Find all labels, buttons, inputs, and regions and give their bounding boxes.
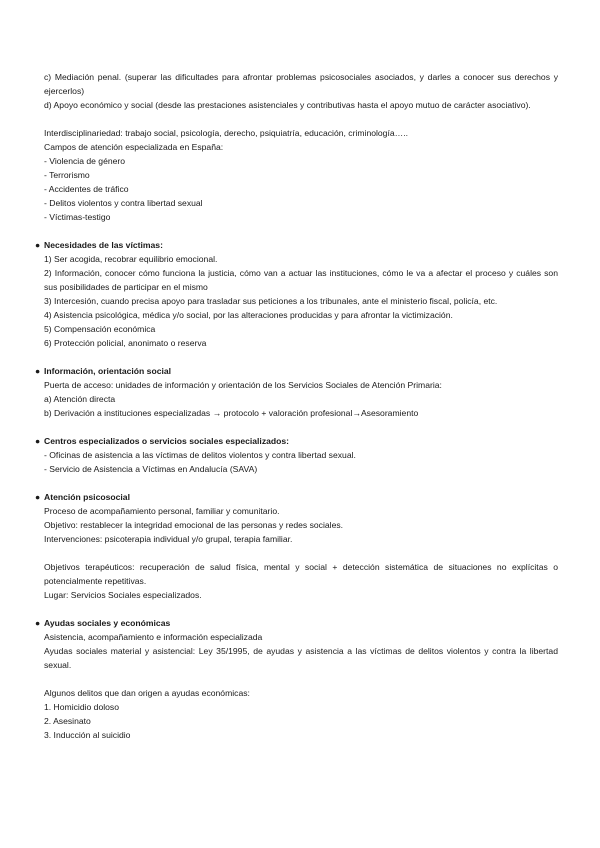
list-item: - Víctimas-testigo: [44, 212, 111, 222]
intro-item-d: d) Apoyo económico y social (desde las prestaciones asistenciales y contributivas hasta el apoyo mutuo de carácter asociativo).: [44, 100, 531, 110]
text-line: a) Atención directa: [44, 394, 116, 404]
heading-text: Necesidades de las víctimas:: [44, 240, 163, 250]
bullet-icon: ●: [35, 618, 41, 628]
text-line: Lugar: Servicios Sociales especializados.: [44, 590, 202, 600]
text-line: - Servicio de Asistencia a Víctimas en Andalucía (SAVA): [44, 464, 258, 474]
text-line: Intervenciones: psicoterapia individual y/o grupal, terapia familiar.: [44, 534, 293, 544]
section-heading-aid: [35, 616, 558, 630]
list-item: 1) Ser acogida, recobrar equilibrio emocional.: [44, 254, 218, 264]
list-item: 2) Información, conocer cómo funciona la justicia, cómo van a actuar las instituciones, cómo le va a afectar el proceso y cuáles son sus posibilidades de participar en el mismo: [44, 268, 558, 292]
therapeutic-objectives: Objetivos terapéuticos: recuperación de salud física, mental y social + detección sistemática de situaciones no explícitas o potencialmente repetitivas.: [44, 562, 558, 586]
heading-text: Centros especializados o servicios sociales especializados:: [44, 436, 290, 446]
section-heading-info: [35, 364, 558, 378]
list-item: - Violencia de género: [44, 156, 126, 166]
interdisciplinary-line: Interdisciplinariedad: trabajo social, psicología, derecho, psiquiatría, educación, criminología…..: [44, 128, 409, 138]
bullet-icon: ●: [35, 492, 41, 502]
intro-item-c: c) Mediación penal. (superar las dificultades para afrontar problemas psicosociales asociados, y darles a conocer sus derechos y ejercerlos): [44, 72, 558, 96]
fields-title: Campos de atención especializada en España:: [44, 142, 224, 152]
bullet-icon: ●: [35, 240, 41, 250]
section-heading-psychosocial: [35, 490, 558, 504]
list-item: - Terrorismo: [44, 170, 90, 180]
heading-text: Atención psicosocial: [44, 492, 130, 502]
heading-text: Ayudas sociales y económicas: [44, 618, 171, 628]
section-heading-needs: [35, 238, 558, 252]
text-line: Proceso de acompañamiento personal, familiar y comunitario.: [44, 506, 280, 516]
text-line: - Oficinas de asistencia a las víctimas de delitos violentos y contra libertad sexual.: [44, 450, 356, 460]
section-heading-centers: [35, 434, 558, 448]
document-body: [35, 70, 558, 742]
fields-list: [44, 154, 558, 224]
crimes-title: Algunos delitos que dan origen a ayudas económicas:: [44, 688, 250, 698]
list-item: 1. Homicidio doloso: [44, 702, 119, 712]
text-line: Ayudas sociales material y asistencial: Ley 35/1995, de ayudas y asistencia a las víctimas de delitos violentos y contra la libertad sexual.: [44, 646, 558, 670]
heading-text: Información, orientación social: [44, 366, 172, 376]
text-line: Asistencia, acompañamiento e información especializada: [44, 632, 263, 642]
text-line: Objetivo: restablecer la integridad emocional de las personas y redes sociales.: [44, 520, 344, 530]
text-line: Puerta de acceso: unidades de información y orientación de los Servicios Sociales de Atención Primaria:: [44, 380, 442, 390]
list-item: 5) Compensación económica: [44, 324, 156, 334]
list-item: 3. Inducción al suicidio: [44, 730, 131, 740]
bullet-icon: ●: [35, 366, 41, 376]
list-item: 6) Protección policial, anonimato o reserva: [44, 338, 207, 348]
list-item: 4) Asistencia psicológica, médica y/o social, por las alteraciones producidas y para afrontar la victimización.: [44, 310, 453, 320]
list-item: - Delitos violentos y contra libertad sexual: [44, 198, 203, 208]
list-item: 2. Asesinato: [44, 716, 91, 726]
text-line: b) Derivación a instituciones especializadas → protocolo + valoración profesional→Asesoramiento: [44, 408, 419, 418]
list-item: - Accidentes de tráfico: [44, 184, 129, 194]
list-item: 3) Intercesión, cuando precisa apoyo para trasladar sus peticiones a los tribunales, ante el ministerio fiscal, policía, etc.: [44, 296, 498, 306]
bullet-icon: ●: [35, 436, 41, 446]
